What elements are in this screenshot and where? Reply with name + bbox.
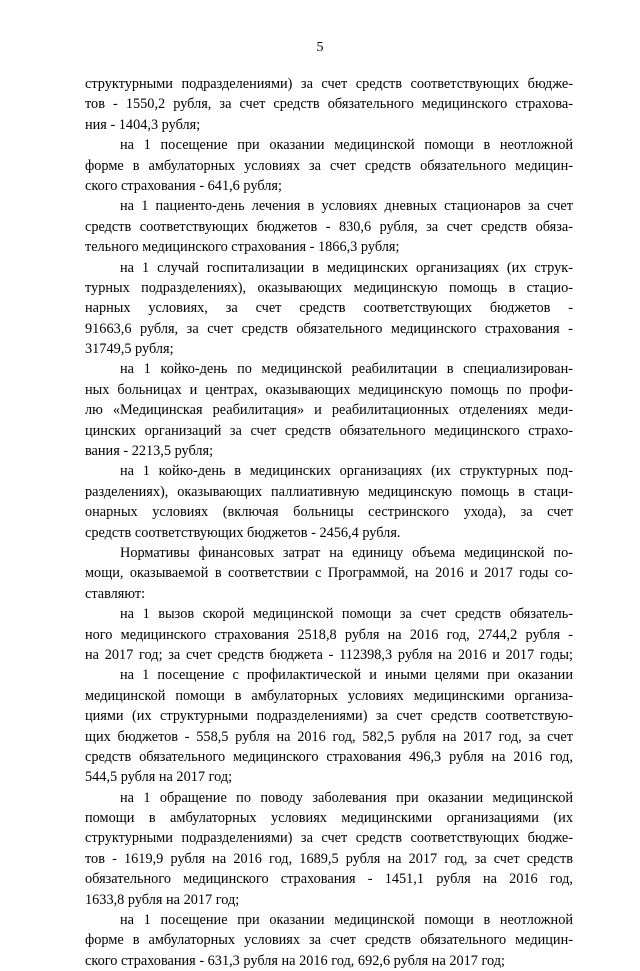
text-line: помощи в амбулаторных условиях медицинскими организациями (их: [85, 810, 573, 827]
text-line: на 1 пациенто-день лечения в условиях дневных стационаров за счет: [120, 198, 573, 215]
text-line: на 1 посещение при оказании медицинской помощи в неотложной: [120, 912, 573, 929]
text-line: ного медицинского страхования 2518,8 рубля на 2016 год, 2744,2 рубля -: [85, 626, 573, 643]
text-line: 1633,8 рубля на 2017 год;: [85, 891, 240, 908]
text-line: нарных условиях, за счет средств соответствующих бюджетов -: [85, 300, 573, 317]
text-line: средств соответствующих бюджетов - 2456,4 рубля.: [85, 524, 401, 541]
text-line: 91663,6 рубля, за счет средств обязательного медицинского страхования -: [85, 320, 573, 337]
text-line: 544,5 рубля на 2017 год;: [85, 769, 233, 786]
text-line: лю «Медицинская реабилитация» и реабилитационных отделениях меди-: [85, 402, 573, 419]
text-line: обязательного медицинского страхования - 1451,1 рубля на 2016 год,: [85, 871, 573, 888]
text-line: ния - 1404,3 рубля;: [85, 116, 201, 133]
text-line: форме в амбулаторных условиях за счет средств обязательного медицин-: [85, 157, 573, 174]
text-line: Нормативы финансовых затрат на единицу объема медицинской по-: [120, 544, 573, 561]
text-line: структурными подразделениями) за счет средств соответствующих бюдже-: [85, 76, 573, 92]
text-line: 31749,5 рубля;: [85, 341, 174, 358]
text-line: на 2017 год; за счет средств бюджета - 112398,3 рубля на 2016 и 2017 годы;: [85, 646, 573, 663]
text-line: на 1 койко-день в медицинских организациях (их структурных под-: [120, 463, 573, 480]
text-line: циями (их структурными подразделениями) за счет средств соответствую-: [85, 708, 573, 725]
text-line: тельного медицинского страхования - 1866,3 рубля;: [85, 239, 400, 256]
text-line: мощи, оказываемой в соответствии с Программой, на 2016 и 2017 годы со-: [85, 565, 573, 582]
text-line: на 1 вызов скорой медицинской помощи за счет средств обязатель-: [120, 606, 573, 623]
text-line: турных подразделениях), оказывающих медицинскую помощь в стацио-: [85, 279, 573, 296]
text-line: онарных условиях (включая больницы сестринского ухода), за счет: [85, 504, 573, 521]
text-line: ского страхования - 641,6 рубля;: [85, 177, 282, 194]
text-line: на 1 посещение с профилактической и иными целями при оказании: [120, 667, 573, 684]
text-line: на 1 обращение по поводу заболевания при оказании медицинской: [120, 789, 573, 806]
document-body: [85, 74, 573, 971]
text-line: ского страхования - 631,3 рубля на 2016 год, 692,6 рубля на 2017 год;: [85, 952, 506, 969]
text-line: цинских организаций за счет средств обязательного медицинского страхо-: [85, 422, 573, 439]
text-line: разделениях), оказывающих паллиативную медицинскую помощь в стаци-: [85, 483, 573, 500]
text-line: средств обязательного медицинского страхования 496,3 рубля на 2016 год,: [85, 748, 573, 765]
text-line: средств соответствующих бюджетов - 830,6 рубля, за счет средств обяза-: [85, 218, 573, 235]
text-line: на 1 посещение при оказании медицинской помощи в неотложной: [120, 137, 573, 154]
text-line: структурными подразделениями) за счет средств соответствующих бюдже-: [85, 830, 573, 847]
text-line: форме в амбулаторных условиях за счет средств обязательного медицин-: [85, 932, 573, 949]
text-line: ных больницах и центрах, оказывающих медицинскую помощь по профи-: [85, 381, 573, 398]
text-line: на 1 койко-день по медицинской реабилитации в специализирован-: [120, 361, 573, 378]
page-number: 5: [316, 40, 324, 55]
text-line: медицинской помощи в амбулаторных условиях медицинскими организа-: [85, 687, 573, 704]
text-line: тов - 1550,2 рубля, за счет средств обязательного медицинского страхова-: [85, 96, 573, 113]
text-line: щих бюджетов - 558,5 рубля на 2016 год, 582,5 рубля на 2017 год, за счет: [85, 728, 573, 745]
text-line: тов - 1619,9 рубля на 2016 год, 1689,5 рубля на 2017 год, за счет средств: [85, 850, 573, 867]
text-line: вания - 2213,5 рубля;: [85, 443, 214, 460]
text-line: на 1 случай госпитализации в медицинских организациях (их струк-: [120, 259, 573, 276]
text-line: ставляют:: [85, 585, 146, 602]
